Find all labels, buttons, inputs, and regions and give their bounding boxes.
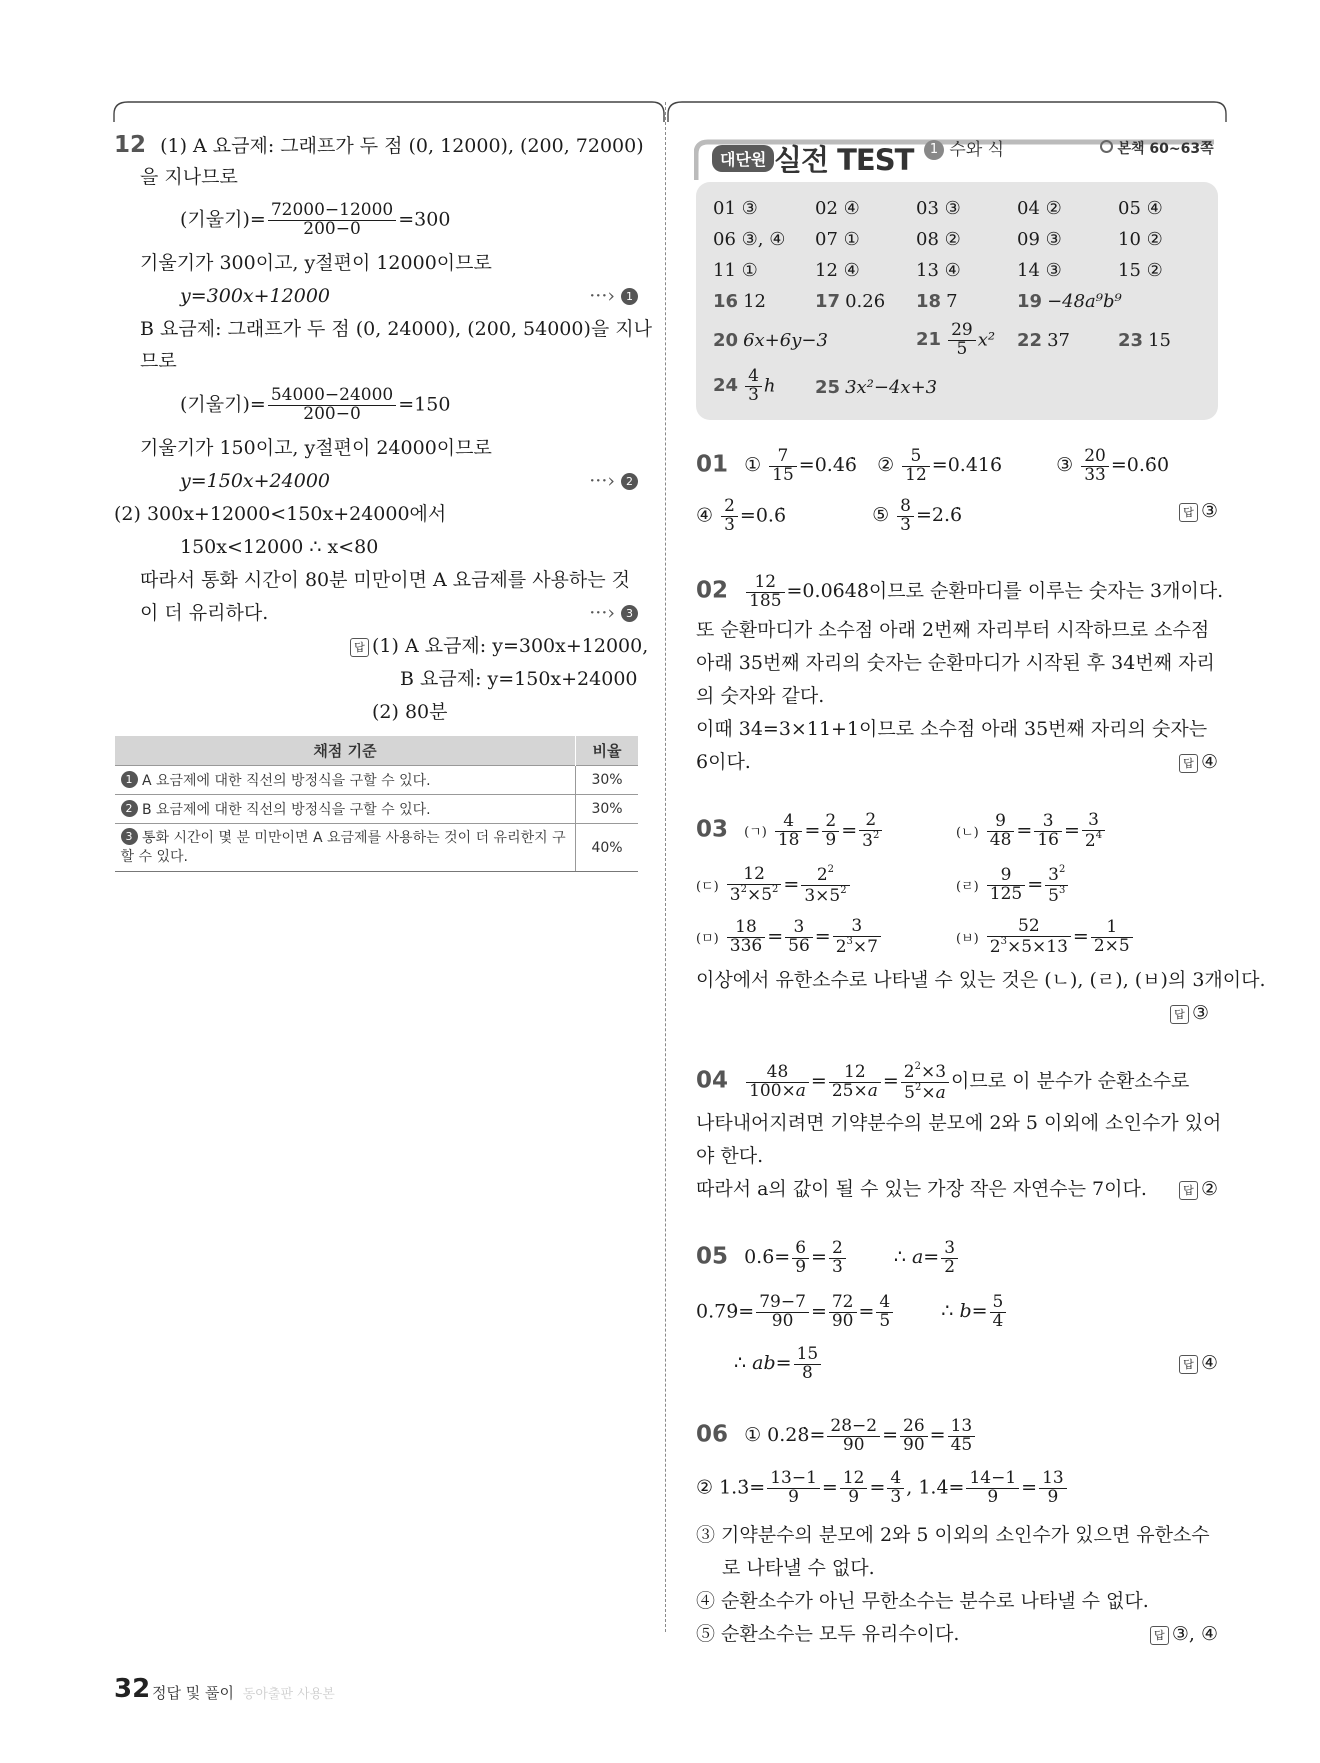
s03-row2: (ㄷ) $\frac{12}{3^2\times 5^2}$ = $\frac{2^2}{3\times 5^2}$ bbox=[696, 865, 852, 906]
s05-line1: 05 0.6̇= $\frac{6}{9}$ = $\frac{2}{3}$ ∴ a= $\frac{3}{2}$ bbox=[696, 1240, 960, 1277]
answer-08: 08 ② bbox=[916, 229, 961, 250]
s02-line4: 의 숫자와 같다. bbox=[696, 685, 825, 707]
p12-eq2: y=150x+24000 ···› 2 bbox=[180, 468, 638, 494]
answer-mark-icon: 답 bbox=[1150, 1626, 1169, 1645]
s04-line1: 나타내어지려면 기약분수의 분모에 2와 5 이외에 소인수가 있어 bbox=[696, 1112, 1222, 1134]
table-row: 1 A 요금제에 대한 직선의 방정식을 구할 수 있다. 30% bbox=[115, 766, 639, 795]
footer-label: 정답 및 풀이 동아출판 사용본 bbox=[152, 1684, 335, 1702]
answer-20: 20 6x+6y−3 bbox=[713, 330, 828, 351]
criteria-header: 채점 기준 bbox=[115, 736, 576, 766]
s02-line3: 아래 35번째 자리의 숫자는 순환마디가 시작된 후 34번째 자리 bbox=[696, 652, 1215, 674]
s06-line3: ③ 기약분수의 분모에 2와 5 이외의 소인수가 있으면 유한소수 bbox=[696, 1524, 1210, 1546]
table-row: 2 B 요금제에 대한 직선의 방정식을 구할 수 있다. 30% bbox=[115, 795, 639, 824]
p12-line1: 12 (1) A 요금제: 그래프가 두 점 (0, 12000), (200, 72000) bbox=[114, 132, 644, 158]
p12-slope1: (기울기)= $\frac{72000-12000}{200-0}$ =300 bbox=[180, 200, 451, 239]
unit-label: 1 수와 식 bbox=[924, 135, 1004, 160]
p12-line10: 이 더 유리하다. ···› 3 bbox=[140, 600, 638, 626]
s06-line6: ⑤ 순환소수는 모두 유리수이다. 답 ③, ④ bbox=[696, 1623, 1218, 1645]
answer-06: 06 ③, ④ bbox=[713, 229, 786, 250]
s05-line3: ∴ ab= $\frac{15}{8}$ 답 ④ bbox=[734, 1344, 1218, 1383]
s06-line2: ② 1.3̇= $\frac{13-1}{9}$ = $\frac{12}{9}$ = $\frac{4}{3}$ , 1.4̇= $\frac{14-1}{9}$ = $\frac{13}{9}$ bbox=[696, 1470, 1069, 1507]
answer-05: 05 ④ bbox=[1118, 198, 1163, 219]
p12-line8: 150x<12000 ∴ x<80 bbox=[180, 536, 379, 558]
s04-line0: 04 $\frac{48}{100\times a}$ = $\frac{12}{25\times a}$ = $\frac{2^2\times 3}{5^2\times a}$ 이므로 이 분수가 순환소수로 bbox=[696, 1061, 1190, 1103]
p12-line9: 따라서 통화 시간이 80분 미만이면 A 요금제를 사용하는 것 bbox=[140, 569, 631, 591]
answer-02: 02 ④ bbox=[815, 198, 860, 219]
answer-04: 04 ② bbox=[1017, 198, 1062, 219]
section-title: 실전 TEST bbox=[774, 143, 914, 177]
table-row: 3 통화 시간이 몇 분 미만이면 A 요금제를 사용하는 것이 더 유리한지 구할 수 있다. 40% bbox=[115, 824, 639, 872]
step-marker-3: 3 bbox=[621, 605, 638, 622]
s02-line2: 또 순환마디가 소수점 아래 2번째 자리부터 시작하므로 소수점 bbox=[696, 619, 1210, 641]
answer-11: 11 ① bbox=[713, 260, 758, 281]
answer-mark-icon: 답 bbox=[1179, 1181, 1198, 1200]
watermark: 동아출판 사용본 bbox=[242, 1687, 335, 1702]
answer-16: 16 12 bbox=[713, 291, 766, 312]
column-divider bbox=[665, 102, 666, 1632]
s02-line5: 이때 34=3×11+1이므로 소수점 아래 35번째 자리의 숫자는 bbox=[696, 718, 1208, 740]
s03-row2b: (ㄹ) $\frac{9}{125}$ = $\frac{3^2}{5^3}$ bbox=[956, 865, 1070, 906]
answer-10: 10 ② bbox=[1118, 229, 1163, 250]
answer-03: 03 ③ bbox=[916, 198, 961, 219]
answer-19: 19 −48a⁹b⁹ bbox=[1017, 291, 1122, 312]
p12-answer3: (2) 80분 bbox=[372, 701, 448, 723]
answer-17: 17 0.26̇ bbox=[815, 291, 886, 312]
s06-line1: 06 ① 0.28̇= $\frac{28-2}{90}$ = $\frac{26}{90}$ = $\frac{13}{45}$ bbox=[696, 1418, 977, 1455]
answer-23: 23 15 bbox=[1118, 330, 1171, 351]
s06-line5: ④ 순환소수가 아닌 무한소수는 분수로 나타낼 수 없다. bbox=[696, 1590, 1149, 1612]
s03-row1: 03 (ㄱ) $\frac{4}{18}$ = $\frac{2}{9}$ = $\frac{2}{3^2}$ bbox=[696, 812, 884, 851]
s06-line4: 로 나타낼 수 없다. bbox=[722, 1557, 875, 1579]
p12-eq1: y=300x+12000 ···› 1 bbox=[180, 283, 638, 309]
answer-09: 09 ③ bbox=[1017, 229, 1062, 250]
page-frame bbox=[112, 100, 1230, 124]
answer-07: 07 ① bbox=[815, 229, 860, 250]
answer-01: 01 ③ bbox=[713, 198, 758, 219]
page-number: 32 bbox=[114, 1674, 151, 1704]
s02-line1: 02 $\frac{12}{185}$ =0.06̇48̇이므로 순환마디를 이루는 숫자는 3개이다. bbox=[696, 572, 1224, 611]
p12-slope2: (기울기)= $\frac{54000-24000}{200-0}$ =150 bbox=[180, 385, 451, 424]
s03-row3: (ㅁ) $\frac{18}{336}$ = $\frac{3}{56}$ = $\frac{3}{2^3\times 7}$ bbox=[696, 918, 883, 957]
answer-mark-icon: 답 bbox=[1170, 1005, 1189, 1024]
ring-icon bbox=[1100, 140, 1113, 153]
p12-answer2: B 요금제: y=150x+24000 bbox=[400, 668, 638, 690]
s03-row1b: (ㄴ) $\frac{9}{48}$ = $\frac{3}{16}$ = $\frac{3}{2^4}$ bbox=[956, 812, 1107, 851]
answer-12: 12 ④ bbox=[815, 260, 860, 281]
answer-21: 21 $\frac{29}{5}$ x² bbox=[916, 320, 996, 359]
p12-line5: 므로 bbox=[140, 350, 177, 372]
p12-line2: 을 지나므로 bbox=[140, 166, 238, 188]
p12-answer1: 답 (1) A 요금제: y=300x+12000, bbox=[350, 633, 648, 659]
step-marker-2: 2 bbox=[621, 473, 638, 490]
answer-22: 22 37 bbox=[1017, 330, 1070, 351]
answer-13: 13 ④ bbox=[916, 260, 961, 281]
answer-15: 15 ② bbox=[1118, 260, 1163, 281]
s03-row3b: (ㅂ) $\frac{52}{2^3\times 5\times 13}$ = $\frac{1}{2\times 5}$ bbox=[956, 918, 1135, 957]
scoring-table bbox=[114, 736, 638, 872]
answer-mark-icon: 답 bbox=[350, 638, 369, 657]
s03-answer: 답 ③ bbox=[1170, 1000, 1209, 1026]
book-reference: 본책 60~63쪽 bbox=[1100, 138, 1214, 158]
answer-mark-icon: 답 bbox=[1179, 503, 1198, 522]
section-badge: 대단원 bbox=[712, 145, 774, 172]
step-marker-1: 1 bbox=[621, 288, 638, 305]
p12-line3: 기울기가 300이고, y절편이 12000이므로 bbox=[140, 252, 492, 274]
answer-mark-icon: 답 bbox=[1179, 754, 1198, 773]
s02-line6: 6이다. 답 ④ bbox=[696, 751, 1218, 773]
s05-line2: 0.79̇= $\frac{79-7}{90}$ = $\frac{72}{90}$ = $\frac{4}{5}$ ∴ b= $\frac{5}{4}$ bbox=[696, 1294, 1008, 1331]
p12-line4: B 요금제: 그래프가 두 점 (0, 24000), (200, 54000)을 지나 bbox=[140, 318, 652, 340]
answer-mark-icon: 답 bbox=[1179, 1355, 1198, 1374]
s04-line2: 야 한다. bbox=[696, 1145, 764, 1167]
s01-line2: ④ $\frac{2}{3}$ =0.6̇ ⑤ $\frac{8}{3}$ =2.6̇ 답 ③ bbox=[696, 496, 1218, 535]
s03-conclusion: 이상에서 유한소수로 나타낼 수 있는 것은 (ㄴ), (ㄹ), (ㅂ)의 3개이다. bbox=[696, 969, 1266, 991]
answer-18: 18 7 bbox=[916, 291, 958, 312]
p12-line7: (2) 300x+12000<150x+24000에서 bbox=[114, 503, 447, 525]
p12-line6: 기울기가 150이고, y절편이 24000이므로 bbox=[140, 437, 492, 459]
problem-number: 12 bbox=[114, 132, 147, 158]
ratio-header: 비율 bbox=[576, 736, 639, 766]
answer-14: 14 ③ bbox=[1017, 260, 1062, 281]
answer-25: 25 3x²−4x+3 bbox=[815, 377, 938, 398]
s04-line3: 따라서 a의 값이 될 수 있는 가장 작은 자연수는 7이다. 답 ② bbox=[696, 1178, 1218, 1200]
answer-24: 24 $\frac{4}{3}$ h bbox=[713, 366, 776, 405]
s01-line1: 01 ① $\frac{7}{15}$ =0.46̇ ② $\frac{5}{12}$ =0.416̇ ③ $\frac{20}{33}$ =0.6̇0̇ bbox=[696, 446, 1170, 485]
